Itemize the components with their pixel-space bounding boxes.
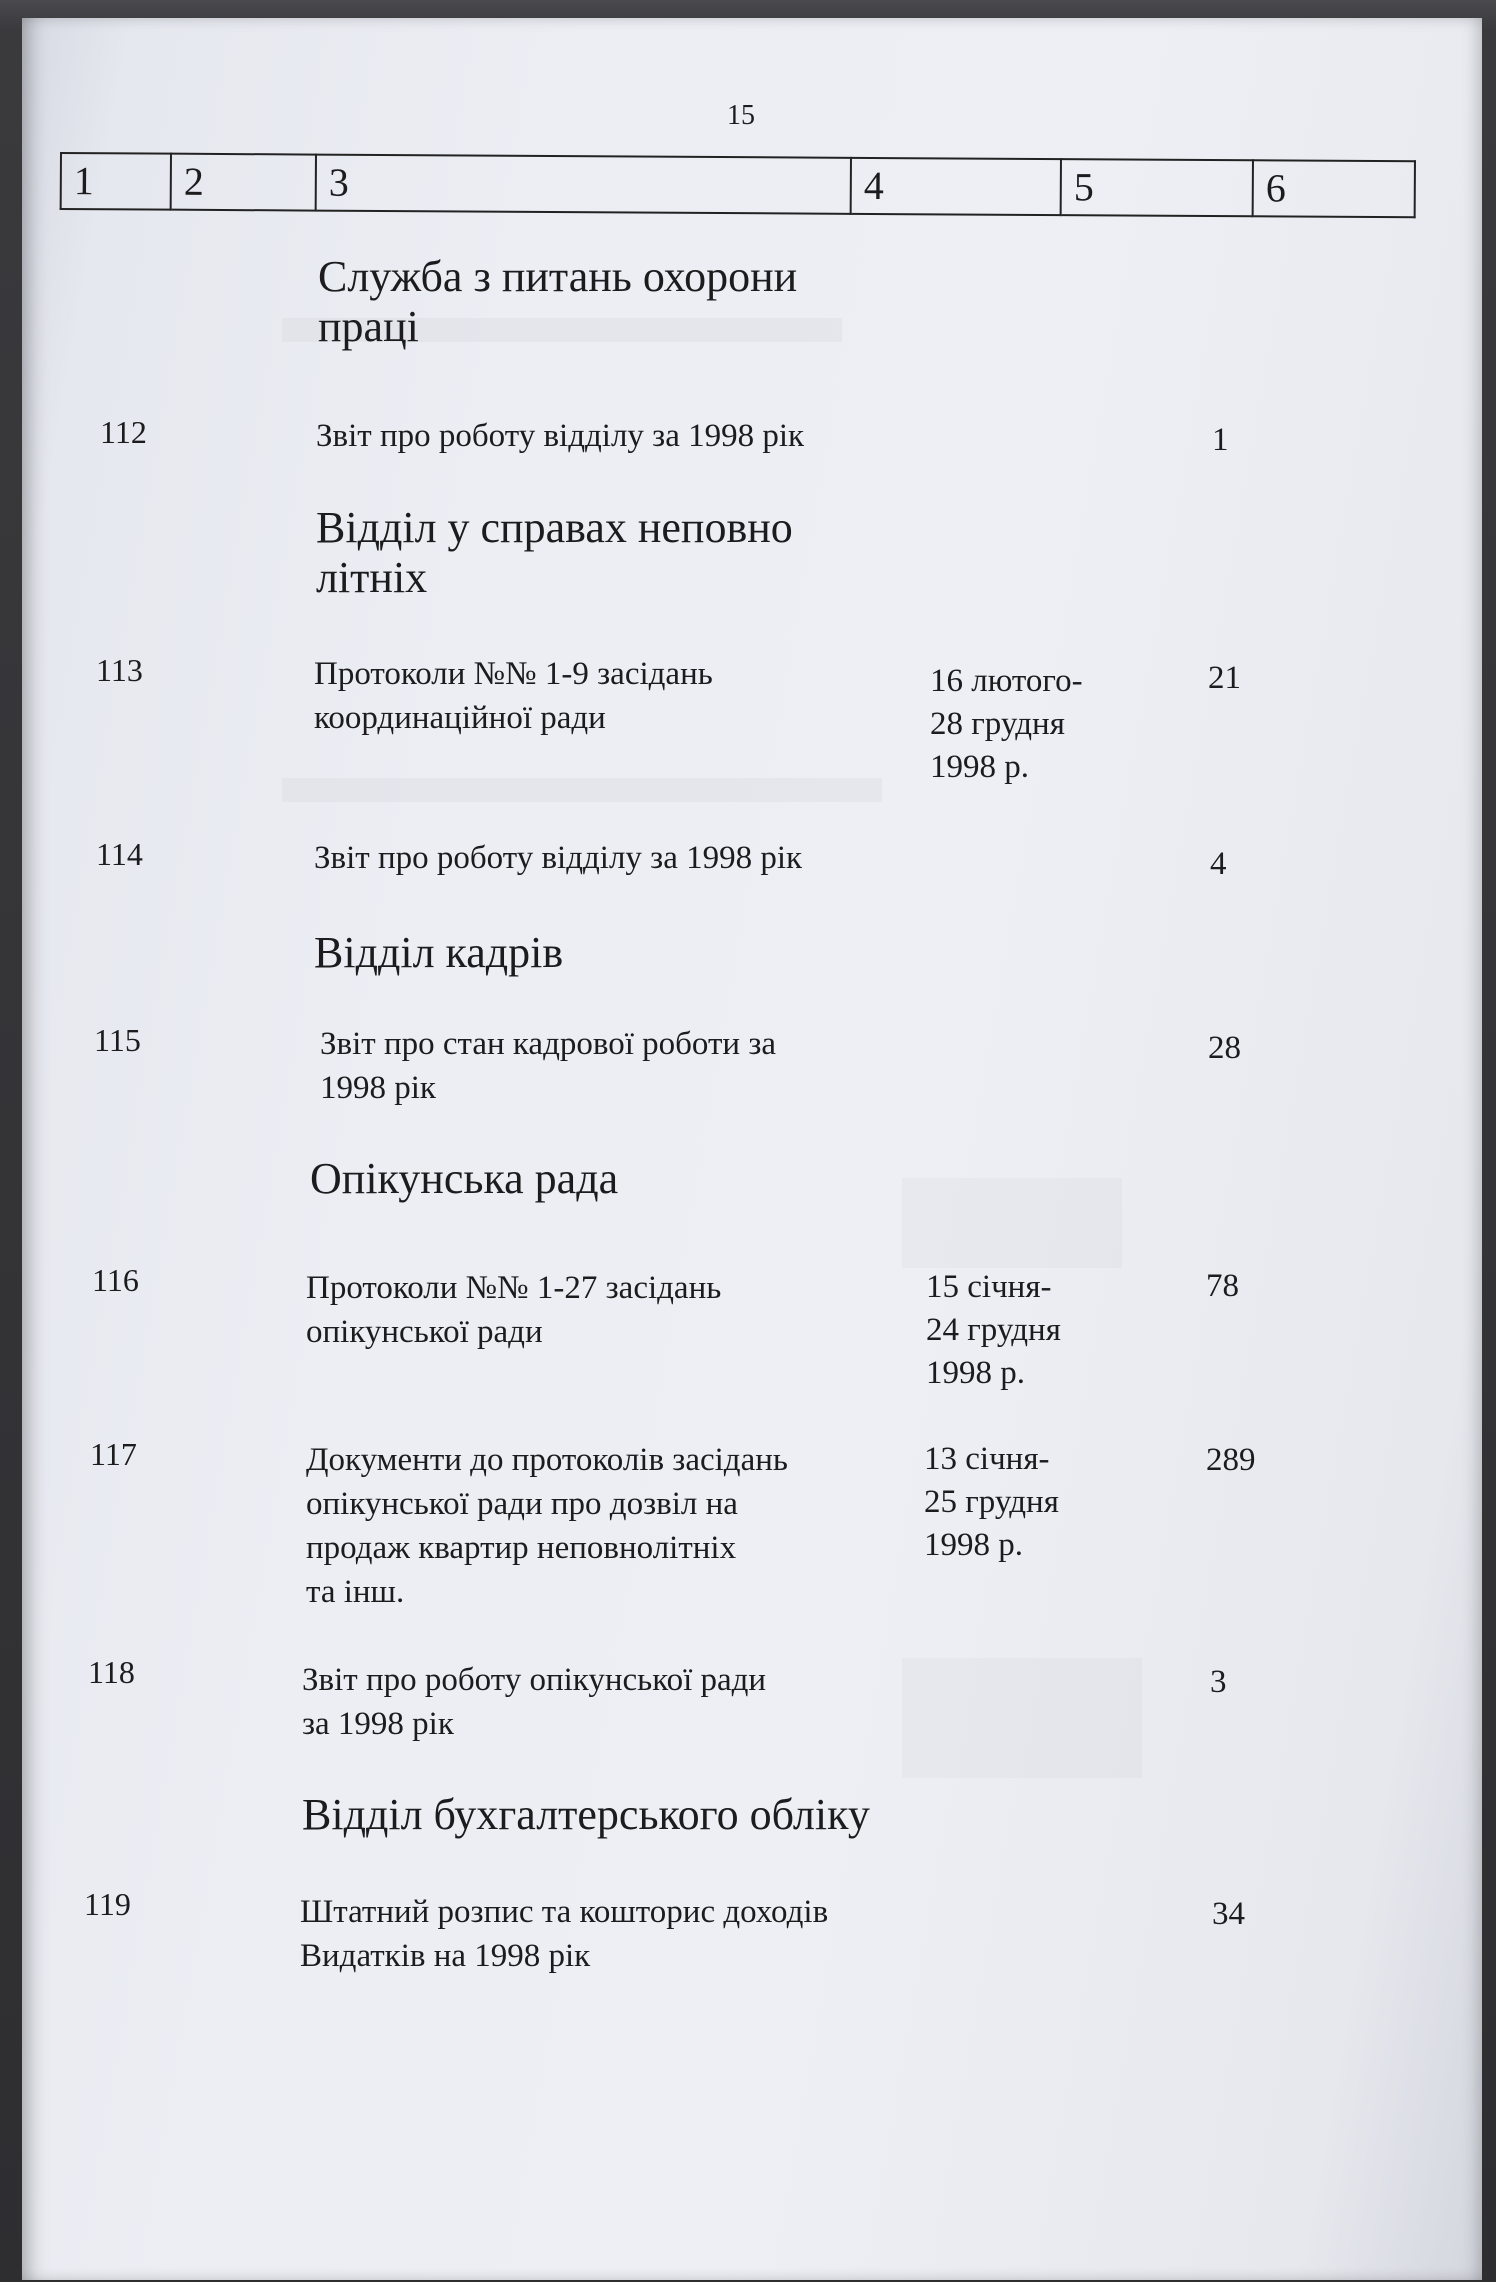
- page-number: 15: [727, 100, 755, 131]
- row-index: 112: [100, 414, 147, 450]
- row-date-range: [926, 1266, 1061, 1395]
- row-pages: 3: [1210, 1664, 1227, 1700]
- section-title-hr: [314, 928, 563, 978]
- column-header-1: 1: [61, 153, 171, 210]
- row-title-line: та інш.: [306, 1574, 405, 1610]
- row-title-line: Звіт про роботу відділу за 1998 рік: [314, 840, 803, 876]
- row-pages: 21: [1208, 660, 1241, 696]
- row-title-line: координаційної ради: [314, 700, 606, 736]
- row-title: [314, 836, 802, 880]
- row-title-line: опікунської ради: [306, 1314, 543, 1350]
- section-title-line: літніх: [316, 553, 428, 602]
- row-index: 113: [96, 652, 143, 688]
- row-title-line: Звіт про роботу відділу за 1998 рік: [316, 418, 805, 454]
- row-title-line: Документи до протоколів засідань: [306, 1442, 788, 1478]
- row-title: [300, 1890, 828, 1978]
- row-title-line: 1998 рік: [320, 1070, 436, 1106]
- section-title-accounting: [302, 1790, 870, 1840]
- column-header-row: [61, 153, 1415, 217]
- section-title-line: праці: [318, 302, 419, 351]
- row-title-line: Протоколи №№ 1-9 засідань: [314, 656, 713, 692]
- row-title-line: Протоколи №№ 1-27 засідань: [306, 1270, 722, 1306]
- date-line: 16 лютого-: [930, 663, 1083, 699]
- row-index: 115: [94, 1022, 141, 1058]
- section-title-minors: [316, 503, 793, 603]
- row-index: 116: [92, 1262, 139, 1298]
- row-title: [306, 1438, 788, 1614]
- section-title-line: Відділ у справах неповно: [316, 503, 793, 552]
- section-title-guardianship: [310, 1154, 618, 1204]
- row-index: 114: [96, 836, 143, 872]
- row-pages: 28: [1208, 1030, 1241, 1066]
- section-title-line: Служба з питань охорони: [318, 252, 798, 301]
- date-line: 15 січня-: [926, 1269, 1052, 1305]
- date-line: 24 грудня: [926, 1312, 1061, 1348]
- date-line: 1998 р.: [924, 1527, 1023, 1563]
- row-title: [320, 1022, 776, 1110]
- row-title: [316, 414, 804, 458]
- row-pages: 78: [1206, 1268, 1239, 1304]
- row-pages: 34: [1212, 1896, 1245, 1932]
- date-line: 25 грудня: [924, 1484, 1059, 1520]
- row-index: 119: [84, 1886, 131, 1922]
- row-title-line: продаж квартир неповнолітніх: [306, 1530, 737, 1566]
- row-title-line: Звіт про роботу опікунської ради: [302, 1662, 767, 1698]
- row-pages: 1: [1212, 422, 1229, 458]
- column-header-5: 5: [1061, 159, 1253, 216]
- section-title-line: Опікунська рада: [310, 1154, 619, 1203]
- row-title-line: Штатний розпис та кошторис доходів: [300, 1894, 829, 1930]
- row-title-line: за 1998 рік: [302, 1706, 454, 1742]
- row-title-line: опікунської ради про дозвіл на: [306, 1486, 738, 1522]
- date-line: 1998 р.: [930, 749, 1029, 785]
- date-line: 1998 р.: [926, 1355, 1025, 1391]
- section-title-labor-safety: [318, 252, 797, 352]
- section-title-line: Відділ бухгалтерського обліку: [302, 1790, 870, 1839]
- row-title: [306, 1266, 721, 1354]
- row-title-line: Видатків на 1998 рік: [300, 1938, 591, 1974]
- row-date-range: [924, 1438, 1059, 1567]
- row-title: [314, 652, 713, 740]
- column-header-6: 6: [1253, 160, 1415, 217]
- row-title-line: Звіт про стан кадрової роботи за: [320, 1026, 777, 1062]
- section-title-line: Відділ кадрів: [314, 928, 564, 977]
- date-line: 13 січня-: [924, 1441, 1050, 1477]
- date-line: 28 грудня: [930, 706, 1065, 742]
- row-pages: 289: [1206, 1442, 1256, 1478]
- row-index: 117: [90, 1436, 137, 1472]
- column-header-2: 2: [171, 154, 316, 211]
- row-title: [302, 1658, 766, 1746]
- column-header-table: [60, 152, 1416, 218]
- column-header-4: 4: [851, 158, 1061, 215]
- row-index: 118: [88, 1654, 135, 1690]
- row-date-range: [930, 660, 1083, 789]
- column-header-3: 3: [316, 155, 851, 214]
- row-pages: 4: [1210, 846, 1227, 882]
